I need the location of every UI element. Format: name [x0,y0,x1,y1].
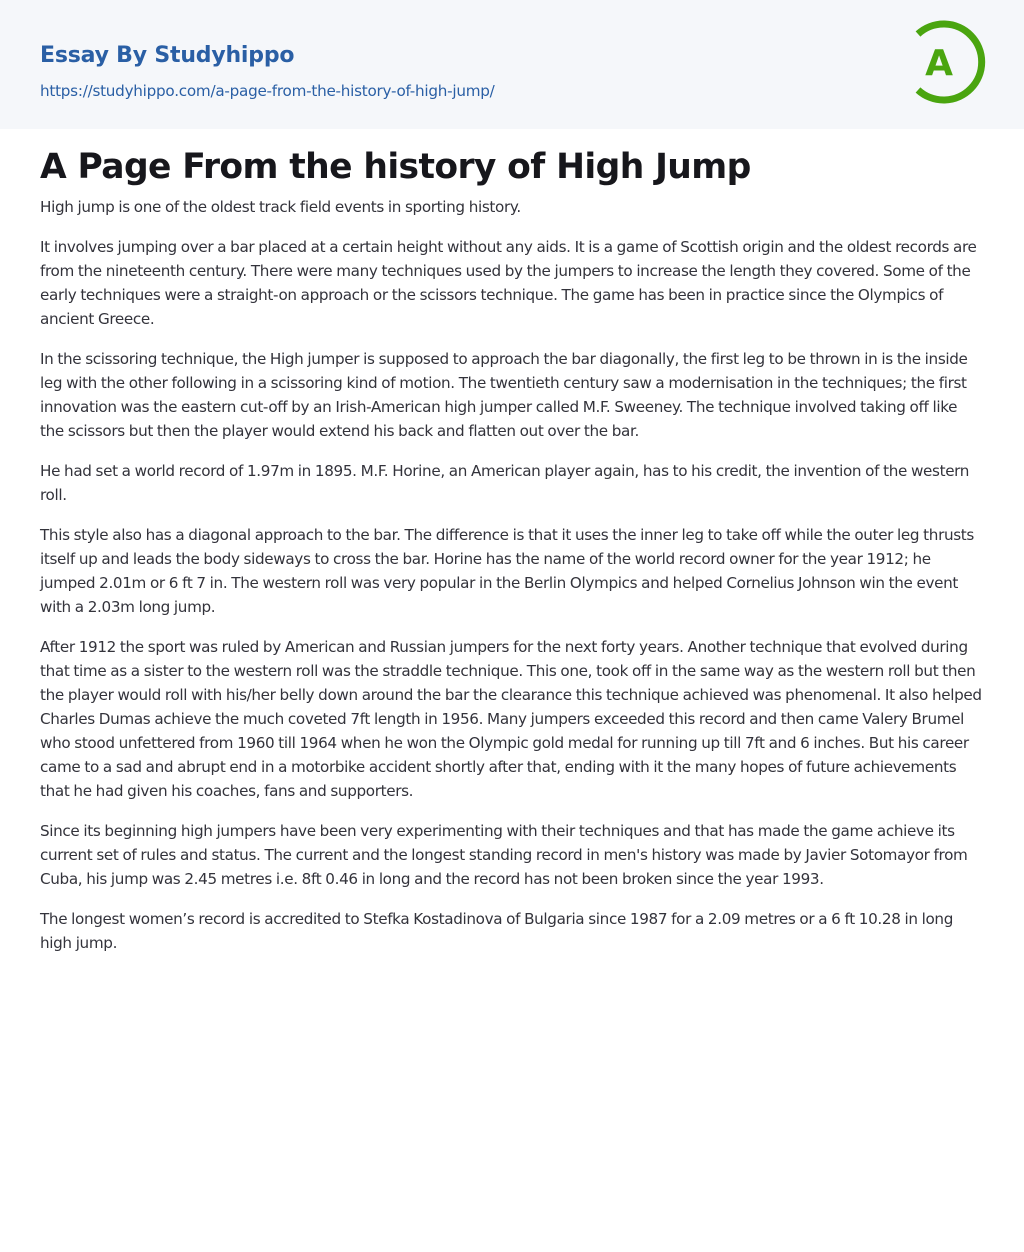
paragraph: Since its beginning high jumpers have been very experimenting with their techniques and that has made the game achieve its current set of rules and status. The current and the longest standing record in men's history was made by Javier Sotomayor from Cuba, his jump was 2.45 metres i.e. 8ft 0.46 in long and the record has not been broken since the year 1993. [40,822,968,888]
article [0,129,1024,952]
paragraph: It involves jumping over a bar placed at a certain height without any aids. It is a game of Scottish origin and the oldest records are from the nineteenth century. There were many techniques used by the jumpers to increase the length they covered. Some of the early techniques were a straight-on approach or the scissors technique. The game has been in practice since the Olympics of ancient Greece. [40,238,977,328]
studyhippo-logo-icon[interactable] [910,18,990,106]
paragraph: He had set a world record of 1.97m in 1895. M.F. Horine, an American player again, has to his credit, the invention of the western roll. [40,462,970,504]
paragraph: This style also has a diagonal approach to the bar. The difference is that it uses the inner leg to take off while the outer leg thrusts itself up and leads the body sideways to cross the bar. Horine has the name of the world record owner for the year 1912; he jumped 2.01m or 6 ft 7 in. The western roll was very popular in the Berlin Olympics and helped Cornelius Johnson win the event with a 2.03m long jump. [40,526,974,616]
logo-letter: A [925,43,953,84]
page-title: A Page From the history of High Jump [40,147,751,187]
article-body [40,195,984,971]
paragraph: High jump is one of the oldest track field events in sporting history. [40,198,521,216]
page-url-link[interactable]: https://studyhippo.com/a-page-from-the-history-of-high-jump/ [40,82,495,100]
site-header [0,0,1024,129]
paragraph: In the scissoring technique, the High jumper is supposed to approach the bar diagonally, the first leg to be thrown in is the inside leg with the other following in a scissoring kind of motion. The twentieth century saw a modernisation in the techniques; the first innovation was the eastern cut-off by an Irish-American high jumper called M.F. Sweeney. The technique involved taking off like the scissors but then the player would extend his back and flatten out over the bar. [40,350,968,440]
paragraph: After 1912 the sport was ruled by American and Russian jumpers for the next forty years. Another technique that evolved during that time as a sister to the western roll was the straddle technique. This one, took off in the same way as the western roll but then the player would roll with his/her belly down around the bar the clearance this technique achieved was phenomenal. It also helped Charles Dumas achieve the much coveted 7ft length in 1956. Many jumpers exceeded this record and then came Valery Brumel who stood unfettered from 1960 till 1964 when he won the Olympic gold medal for running up till 7ft and 6 inches. But his career came to a sad and abrupt end in a motorbike accident shortly after that, ending with it the many hopes of future achievements that he had given his coaches, fans and supporters. [40,638,982,800]
site-name: Essay By Studyhippo [40,43,295,68]
paragraph: The longest women’s record is accredited to Stefka Kostadinova of Bulgaria since 1987 for a 2.09 metres or a 6 ft 10.28 in long high jump. [40,910,953,952]
